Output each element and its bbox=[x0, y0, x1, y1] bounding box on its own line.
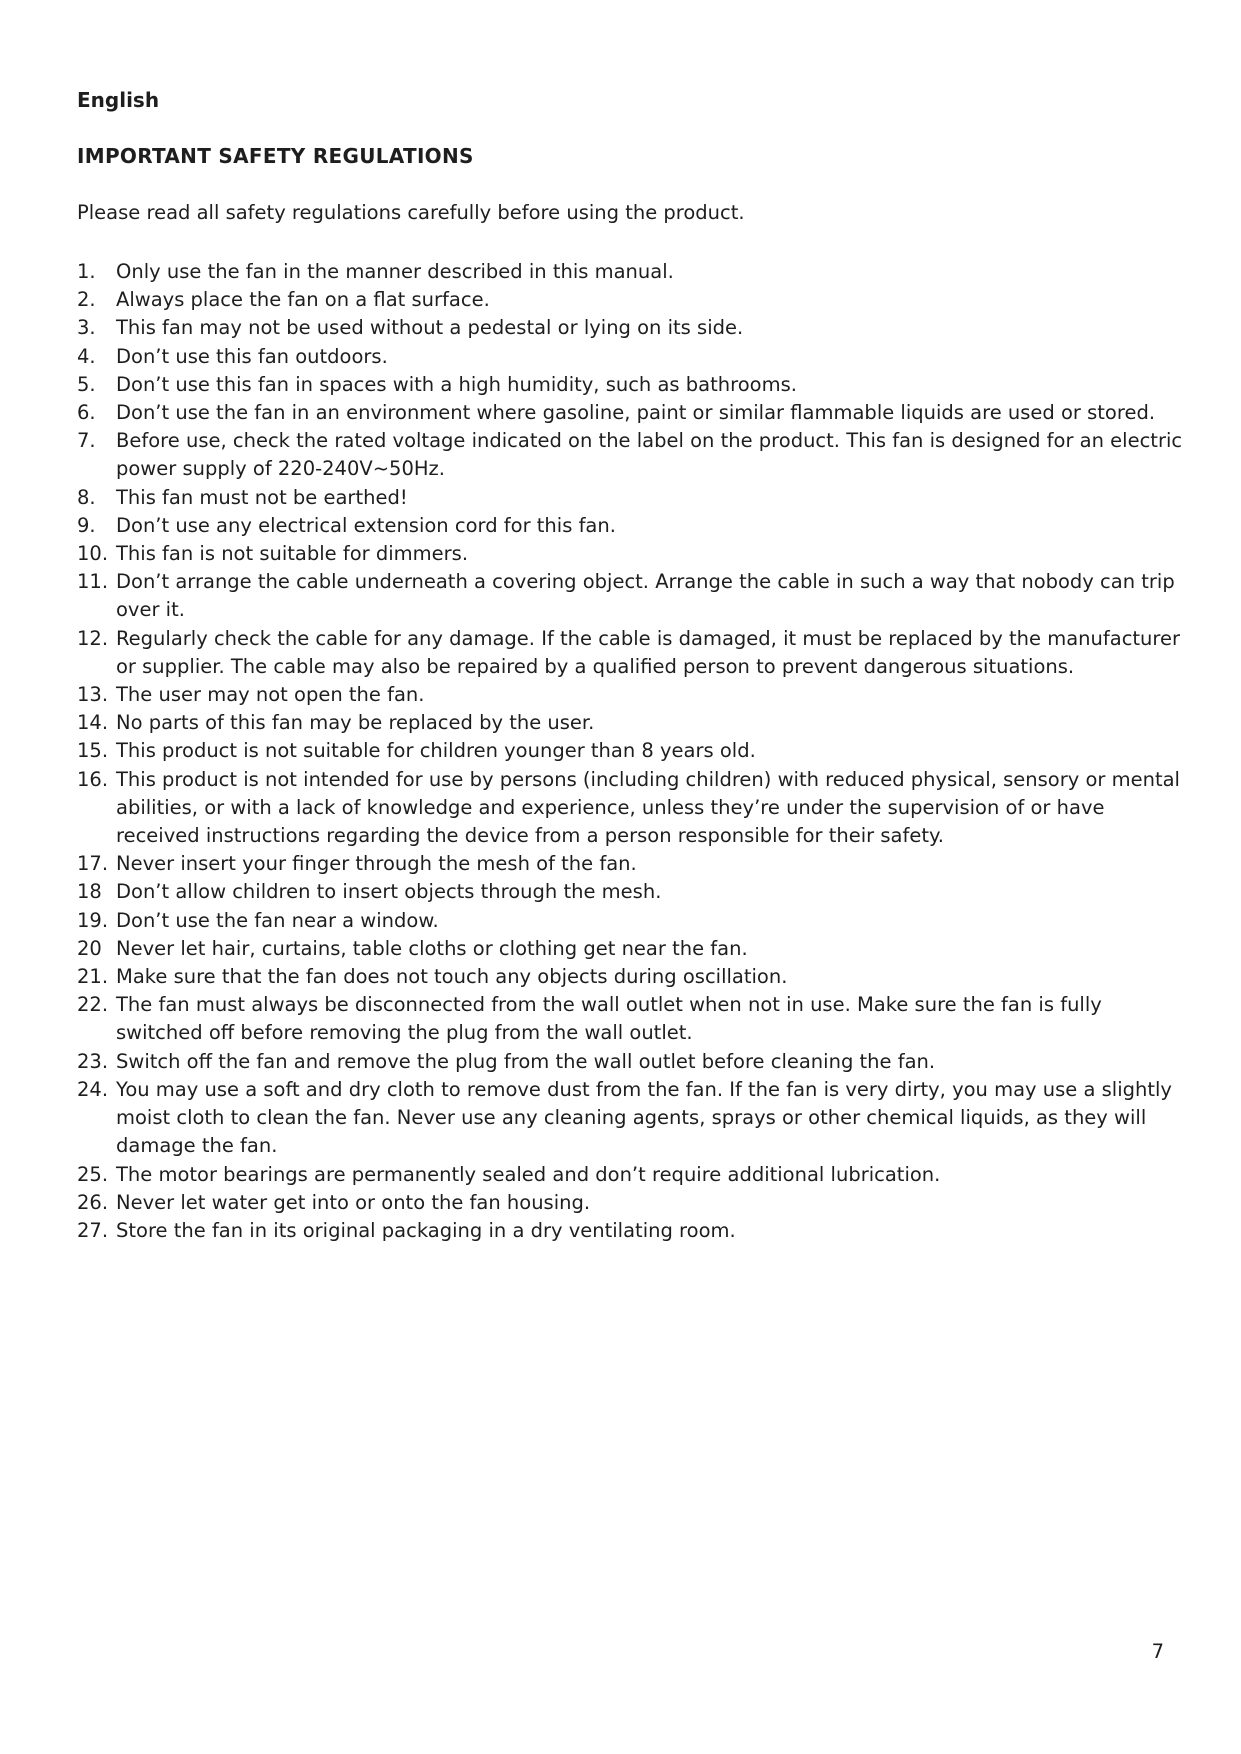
page-title: IMPORTANT SAFETY REGULATIONS bbox=[77, 144, 474, 168]
list-item-number: 17. bbox=[77, 852, 109, 876]
list-item-text: Don’t use the fan near a window. bbox=[116, 908, 439, 932]
list-item bbox=[77, 343, 1187, 371]
list-item bbox=[77, 850, 1187, 878]
list-item-text: You may use a soft and dry cloth to remove dust from the fan. If the fan is very dirty, you may use a slightly moist cloth to clean the fan. Never use any cleaning agents, sprays or other chemical liquids, as they will damage the fan. bbox=[116, 1077, 1172, 1158]
list-item-text: Make sure that the fan does not touch any objects during oscillation. bbox=[116, 965, 788, 989]
list-item bbox=[77, 286, 1187, 314]
list-item bbox=[77, 625, 1187, 681]
list-item-number: 7. bbox=[77, 429, 96, 453]
list-item-number: 5. bbox=[77, 372, 96, 396]
list-item bbox=[77, 258, 1187, 286]
language-heading: English bbox=[77, 88, 160, 112]
list-item-number: 24. bbox=[77, 1077, 109, 1101]
list-item bbox=[77, 991, 1187, 1047]
page-number: 7 bbox=[1151, 1640, 1164, 1663]
list-item-text: This fan must not be earthed! bbox=[116, 485, 408, 509]
list-item bbox=[77, 1217, 1187, 1245]
list-item-number: 6. bbox=[77, 401, 96, 425]
list-item bbox=[77, 568, 1187, 624]
list-item bbox=[77, 484, 1187, 512]
list-item bbox=[77, 399, 1187, 427]
list-item bbox=[77, 427, 1187, 483]
list-item-number: 11. bbox=[77, 570, 109, 594]
list-item-number: 12. bbox=[77, 626, 109, 650]
list-item-text: Don’t use this fan in spaces with a high humidity, such as bathrooms. bbox=[116, 372, 797, 396]
list-item-text: The motor bearings are permanently sealed and don’t require additional lubrication. bbox=[116, 1162, 941, 1186]
list-item bbox=[77, 314, 1187, 342]
list-item-number: 19. bbox=[77, 908, 109, 932]
list-item-text: This product is not suitable for children younger than 8 years old. bbox=[116, 739, 756, 763]
list-item-number: 9. bbox=[77, 513, 96, 537]
list-item-number: 15. bbox=[77, 739, 109, 763]
list-item-number: 26. bbox=[77, 1190, 109, 1214]
list-item-text: This fan is not suitable for dimmers. bbox=[116, 542, 469, 566]
list-item bbox=[77, 1161, 1187, 1189]
list-item-text: Never let water get into or onto the fan housing. bbox=[116, 1190, 591, 1214]
list-item-number: 22. bbox=[77, 993, 109, 1017]
list-item-text: No parts of this fan may be replaced by the user. bbox=[116, 711, 595, 735]
list-item-text: Don’t use any electrical extension cord for this fan. bbox=[116, 513, 616, 537]
list-item-text: This product is not intended for use by persons (including children) with reduced physical, sensory or mental abilities, or with a lack of knowledge and experience, unless they’re under the supervision of or have received instructions regarding the device from a person responsible for their safety. bbox=[116, 767, 1180, 848]
list-item-number: 8. bbox=[77, 485, 96, 509]
list-item-text: The user may not open the fan. bbox=[116, 683, 425, 707]
list-item-text: Never let hair, curtains, table cloths or clothing get near the fan. bbox=[116, 936, 748, 960]
list-item-text: Store the fan in its original packaging in a dry ventilating room. bbox=[116, 1218, 736, 1242]
list-item-number: 2. bbox=[77, 288, 96, 312]
list-item-text: This fan may not be used without a pedestal or lying on its side. bbox=[116, 316, 744, 340]
list-item-text: Don’t use this fan outdoors. bbox=[116, 344, 388, 368]
list-item-number: 23. bbox=[77, 1049, 109, 1073]
list-item-number: 1. bbox=[77, 260, 96, 283]
list-item-text: Don’t allow children to insert objects through the mesh. bbox=[116, 880, 662, 904]
list-item-number: 21. bbox=[77, 965, 109, 989]
list-item-text: Don’t arrange the cable underneath a covering object. Arrange the cable in such a way that nobody can trip over it. bbox=[116, 570, 1175, 622]
list-item-number: 16. bbox=[77, 767, 109, 791]
list-item bbox=[77, 681, 1187, 709]
list-item bbox=[77, 512, 1187, 540]
safety-rules-list bbox=[77, 258, 1187, 1245]
list-item-number: 13. bbox=[77, 683, 109, 707]
list-item bbox=[77, 540, 1187, 568]
list-item-text: The fan must always be disconnected from the wall outlet when not in use. Make sure the fan is fully switched off before removing the plug from the wall outlet. bbox=[116, 993, 1102, 1045]
list-item-number: 10. bbox=[77, 542, 109, 566]
list-item bbox=[77, 709, 1187, 737]
list-item-text: Always place the fan on a flat surface. bbox=[116, 288, 490, 312]
list-item-text: Regularly check the cable for any damage. If the cable is damaged, it must be replaced by the manufacturer or supplier. The cable may also be repaired by a qualified person to prevent dangerous situations. bbox=[116, 626, 1181, 678]
list-item bbox=[77, 1048, 1187, 1076]
list-item-number: 14. bbox=[77, 711, 109, 735]
list-item-text: Never insert your finger through the mesh of the fan. bbox=[116, 852, 637, 876]
list-item bbox=[77, 963, 1187, 991]
list-item bbox=[77, 766, 1187, 851]
list-item-number: 20 bbox=[77, 936, 102, 960]
list-item-number: 27. bbox=[77, 1218, 109, 1242]
list-item-text: Only use the fan in the manner described in this manual. bbox=[116, 260, 674, 283]
list-item bbox=[77, 907, 1187, 935]
list-item bbox=[77, 935, 1187, 963]
list-item-number: 3. bbox=[77, 316, 96, 340]
list-item-number: 25. bbox=[77, 1162, 109, 1186]
list-item-text: Don’t use the fan in an environment where gasoline, paint or similar flammable liquids are used or stored. bbox=[116, 401, 1156, 425]
list-item bbox=[77, 1189, 1187, 1217]
list-item bbox=[77, 371, 1187, 399]
intro-text: Please read all safety regulations carefully before using the product. bbox=[77, 201, 745, 224]
list-item bbox=[77, 1076, 1187, 1161]
list-item bbox=[77, 737, 1187, 765]
list-item-number: 18 bbox=[77, 880, 102, 904]
list-item-text: Before use, check the rated voltage indicated on the label on the product. This fan is designed for an electric power supply of 220-240V~50Hz. bbox=[116, 429, 1183, 481]
list-item bbox=[77, 878, 1187, 906]
list-item-text: Switch off the fan and remove the plug from the wall outlet before cleaning the fan. bbox=[116, 1049, 936, 1073]
list-item-number: 4. bbox=[77, 344, 96, 368]
